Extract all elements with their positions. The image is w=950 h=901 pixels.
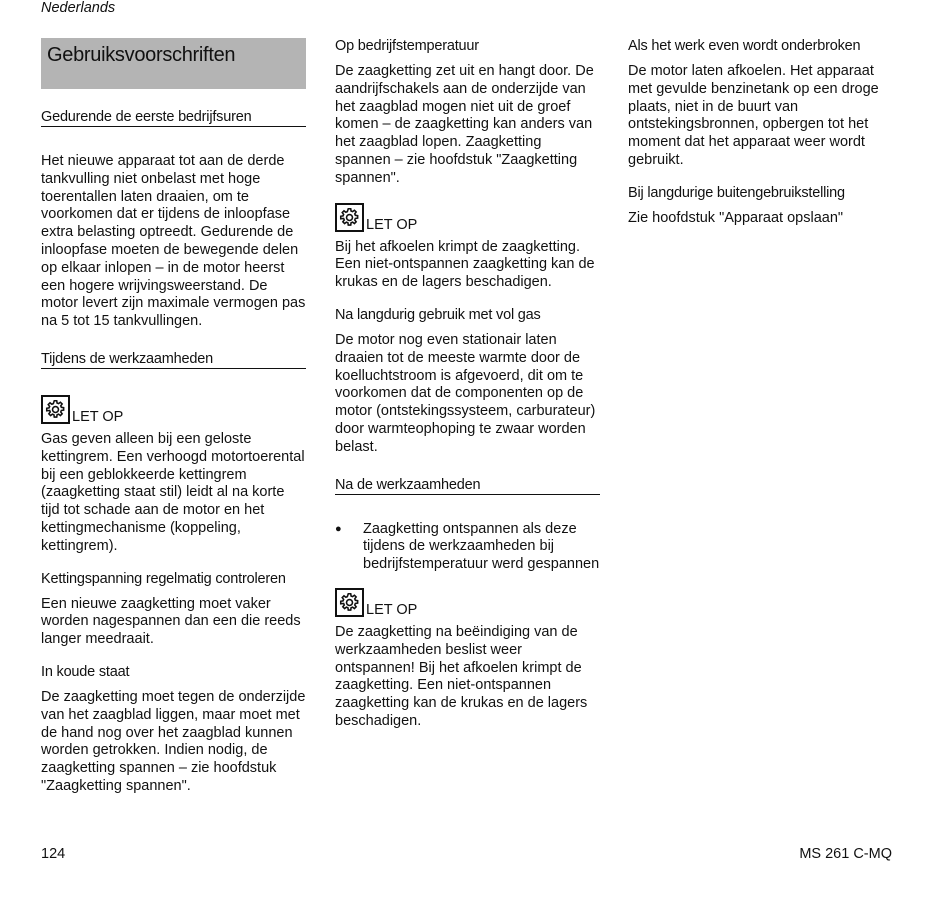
notice-block	[335, 203, 600, 232]
notice-block	[335, 588, 600, 617]
gear-icon	[41, 395, 70, 424]
column-left	[41, 38, 306, 796]
list-item	[335, 521, 600, 574]
paragraph-first-hours: Het nieuwe apparaat tot aan de derde tankvulling niet onbelast met hoge toerentallen laten draaien, om te voorkomen dat er tijdens de inloopfase extra belasting optreedt. Gedurende de inloopfase moeten de bewegende delen op elkaar inlopen – in de motor heerst een hogere wrijvingsweerstand. De motor levert zijn maximale vermogen pas na 5 tot 15 tankvullingen.	[41, 153, 306, 330]
paragraph-chain-tension: Een nieuwe zaagketting moet vaker worden nagespannen dan een die reeds langer meedraait.	[41, 595, 301, 648]
subheading-cold-state: In koude staat	[41, 663, 130, 680]
model-name: MS 261 C-MQ	[799, 846, 892, 862]
section-heading-after-work: Na de werkzaamheden	[335, 477, 600, 495]
gear-icon	[335, 203, 364, 232]
list-item-text: Zaagketting ontspannen als deze tijdens de werkzaamheden bij bedrijfstemperatuur werd gespannen	[363, 520, 600, 573]
subheading-operating-temperature: Op bedrijfstemperatuur	[335, 38, 479, 54]
notice-text: Bij het afkoelen krimpt de zaagketting. Een niet-ontspannen zaagketting kan de krukas en de lagers beschadigen.	[335, 238, 595, 291]
notice-text: Gas geven alleen bij een geloste kettingrem. Een verhoogd motortoerental bij een geblokkeerde kettingrem (zaagketting staat stil) leidt al na korte tijd tot schade aan de motor en het kettingmechanisme (koppeling, kettingrem).	[41, 430, 305, 554]
subheading-long-storage: Bij langdurige buitengebruikstelling	[628, 184, 845, 201]
gear-icon	[335, 588, 364, 617]
subheading-full-throttle: Na langdurig gebruik met vol gas	[335, 306, 541, 323]
column-middle	[335, 38, 600, 731]
paragraph-full-throttle: De motor nog even stationair laten draaien tot de meeste warmte door de koelluchtstroom is afgevoerd, dit om te voorkomen dat de componenten op de motor (ontstekingssysteem, carburateur) door warmteophoping te zwaar worden belast.	[335, 331, 596, 455]
paragraph-operating-temperature: De zaagketting zet uit en hangt door. De aandrijfschakels aan de onderzijde van het zaagblad mogen niet uit de groef komen – de zaagketting kan anders van het zaagblad lopen. Zaagketting spannen – zie hoofdstuk "Zaagketting spannen".	[335, 63, 594, 186]
notice-label: LET OP	[72, 408, 124, 425]
paragraph-work-interrupted: De motor laten afkoelen. Het apparaat met gevulde benzinetank op een droge plaats, niet in de buurt van ontstekingsbronnen, opbergen tot het moment dat het apparaat weer wordt gebruikt.	[628, 63, 879, 168]
notice-block	[41, 395, 306, 424]
notice-text: De zaagketting na beëindiging van de werkzaamheden beslist weer ontspannen! Bij het afkoelen krimpt de zaagketting. Een niet-ontspannen zaagketting kan de krukas en de lagers beschadigen.	[335, 623, 588, 729]
bullet-icon: ●	[335, 522, 342, 535]
notice-label: LET OP	[366, 216, 418, 233]
page-number: 124	[41, 846, 66, 862]
section-heading-during-work: Tijdens de werkzaamheden	[41, 351, 306, 369]
paragraph-cold-state: De zaagketting moet tegen de onderzijde van het zaagblad liggen, maar moet met de hand nog over het zaagblad kunnen worden getrokken. Indien nodig, de zaagketting spannen – zie hoofdstuk "Zaagketting spannen".	[41, 688, 306, 794]
page-title: Gebruiksvoorschriften	[41, 38, 306, 89]
column-right	[628, 38, 893, 228]
notice-label: LET OP	[366, 601, 418, 618]
language-label: Nederlands	[41, 0, 116, 16]
section-heading-first-hours: Gedurende de eerste bedrijfsuren	[41, 109, 306, 127]
paragraph-long-storage: Zie hoofdstuk "Apparaat opslaan"	[628, 209, 844, 226]
subheading-work-interrupted: Als het werk even wordt onderbroken	[628, 38, 861, 54]
subheading-chain-tension: Kettingspanning regelmatig controleren	[41, 570, 286, 587]
